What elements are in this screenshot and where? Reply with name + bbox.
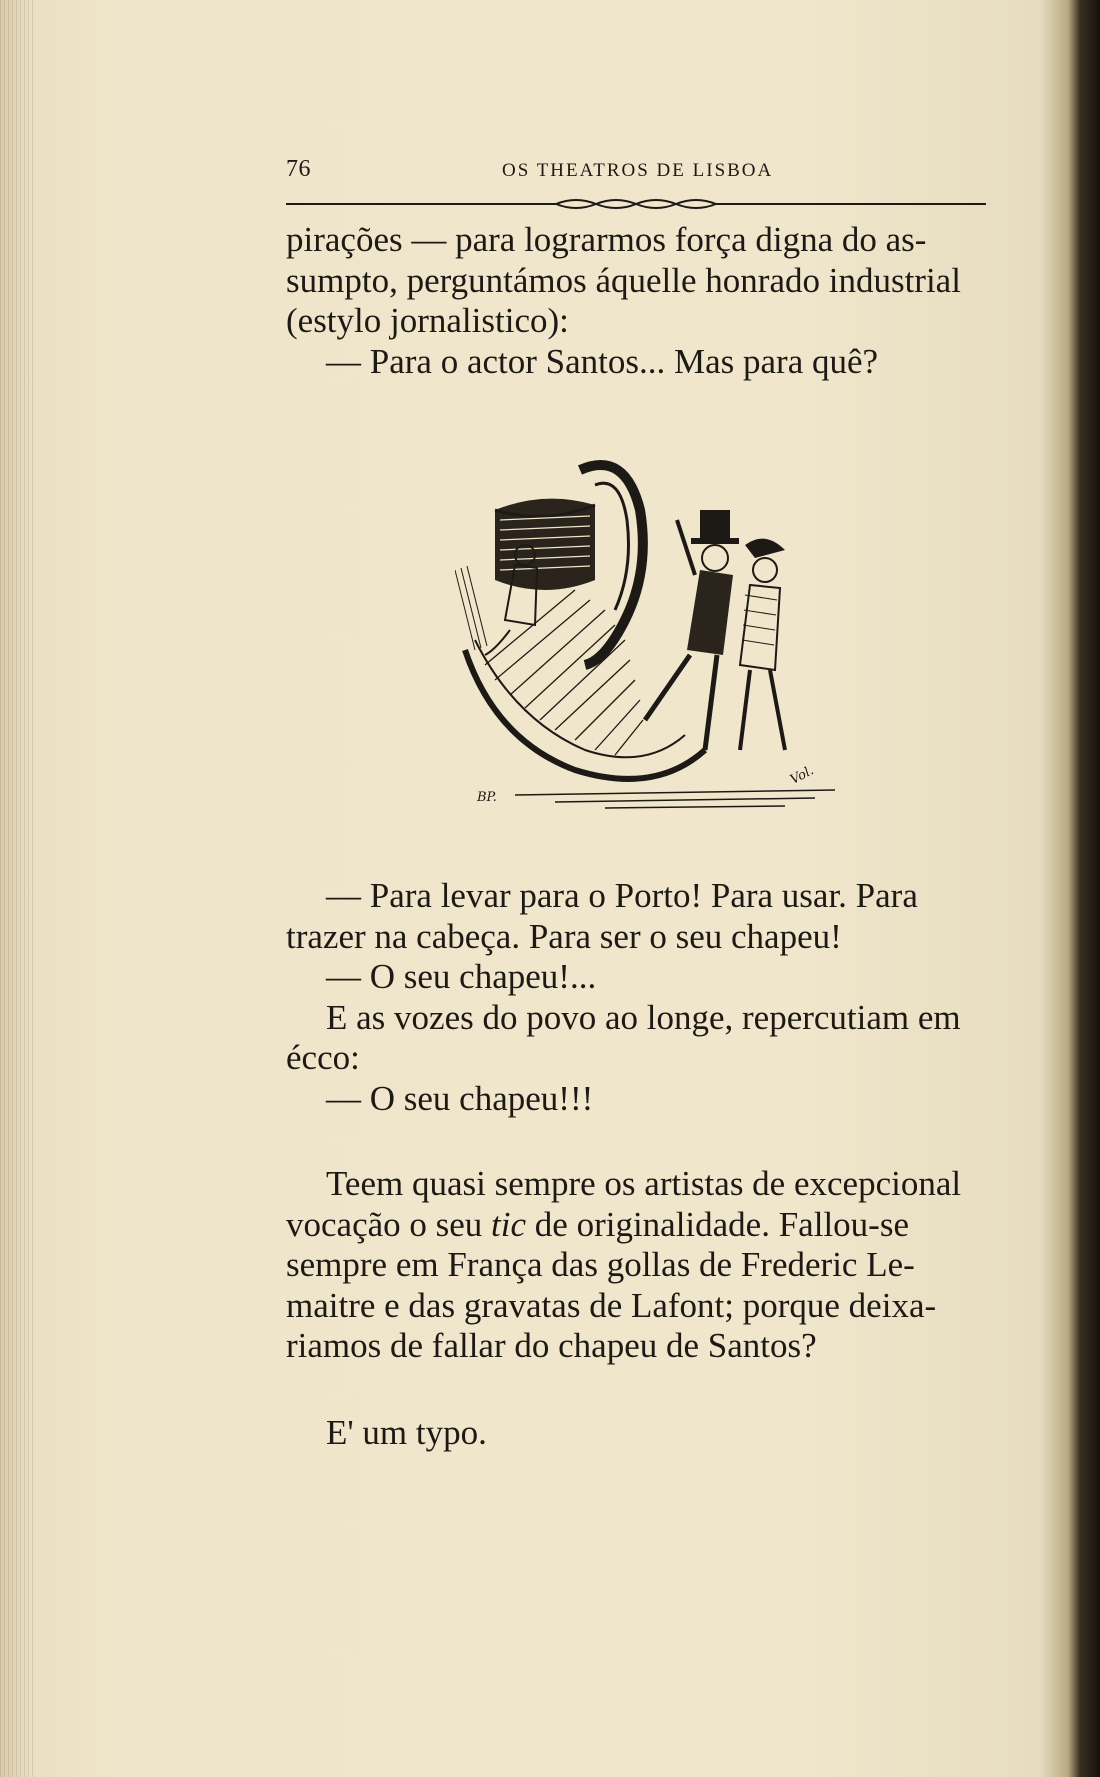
engraving-illustration xyxy=(455,450,843,820)
text-line: Teem quasi sempre os artistas de excepcional xyxy=(326,1164,962,1203)
engraver-signature-right: Vol. xyxy=(787,763,817,788)
text-line: riamos de fallar do chapeu de Santos? xyxy=(286,1326,817,1365)
page-number: 76 xyxy=(286,156,311,182)
running-head xyxy=(286,156,986,186)
text-line: — Para o actor Santos... Mas para quê? xyxy=(326,341,879,381)
text-line: sempre em França das gollas de Frederic Le- xyxy=(286,1245,915,1284)
hat-and-men-engraving xyxy=(455,450,843,820)
running-title: OS THEATROS DE LISBOA xyxy=(502,160,774,181)
text-line: — O seu chapeu!... xyxy=(326,957,597,996)
text-span: vocação o seu xyxy=(286,1204,492,1244)
text-span: de originalidade. Fallou-se xyxy=(526,1204,909,1244)
text-line: (estylo jornalistico): xyxy=(286,301,569,340)
text-line: E as vozes do povo ao longe, repercutiam em xyxy=(326,997,961,1037)
text-line: écco: xyxy=(286,1038,360,1077)
page-edge-stack xyxy=(0,0,34,1777)
paragraph-text xyxy=(286,1164,986,1367)
text-line: pirações — para lograrmos força digna do as- xyxy=(286,220,927,259)
engraver-signature-left: BP. xyxy=(477,790,497,805)
ornamental-rule xyxy=(286,196,986,212)
opening-text xyxy=(286,220,986,382)
text-line: — O seu chapeu!!! xyxy=(326,1078,594,1118)
text-line: trazer na cabeça. Para ser o seu chapeu! xyxy=(286,916,842,956)
dialogue-text xyxy=(286,876,986,1119)
text-line: maitre e das gravatas de Lafont; porque deixa- xyxy=(286,1285,937,1325)
text-line: sumpto, perguntámos áquelle honrado industrial xyxy=(286,260,961,300)
text-line xyxy=(286,1205,986,1246)
text-line: — Para levar para o Porto! Para usar. Para xyxy=(326,876,918,915)
closing-text xyxy=(286,1413,986,1454)
italic-word: tic xyxy=(491,1204,527,1244)
text-line: E' um typo. xyxy=(326,1413,487,1452)
